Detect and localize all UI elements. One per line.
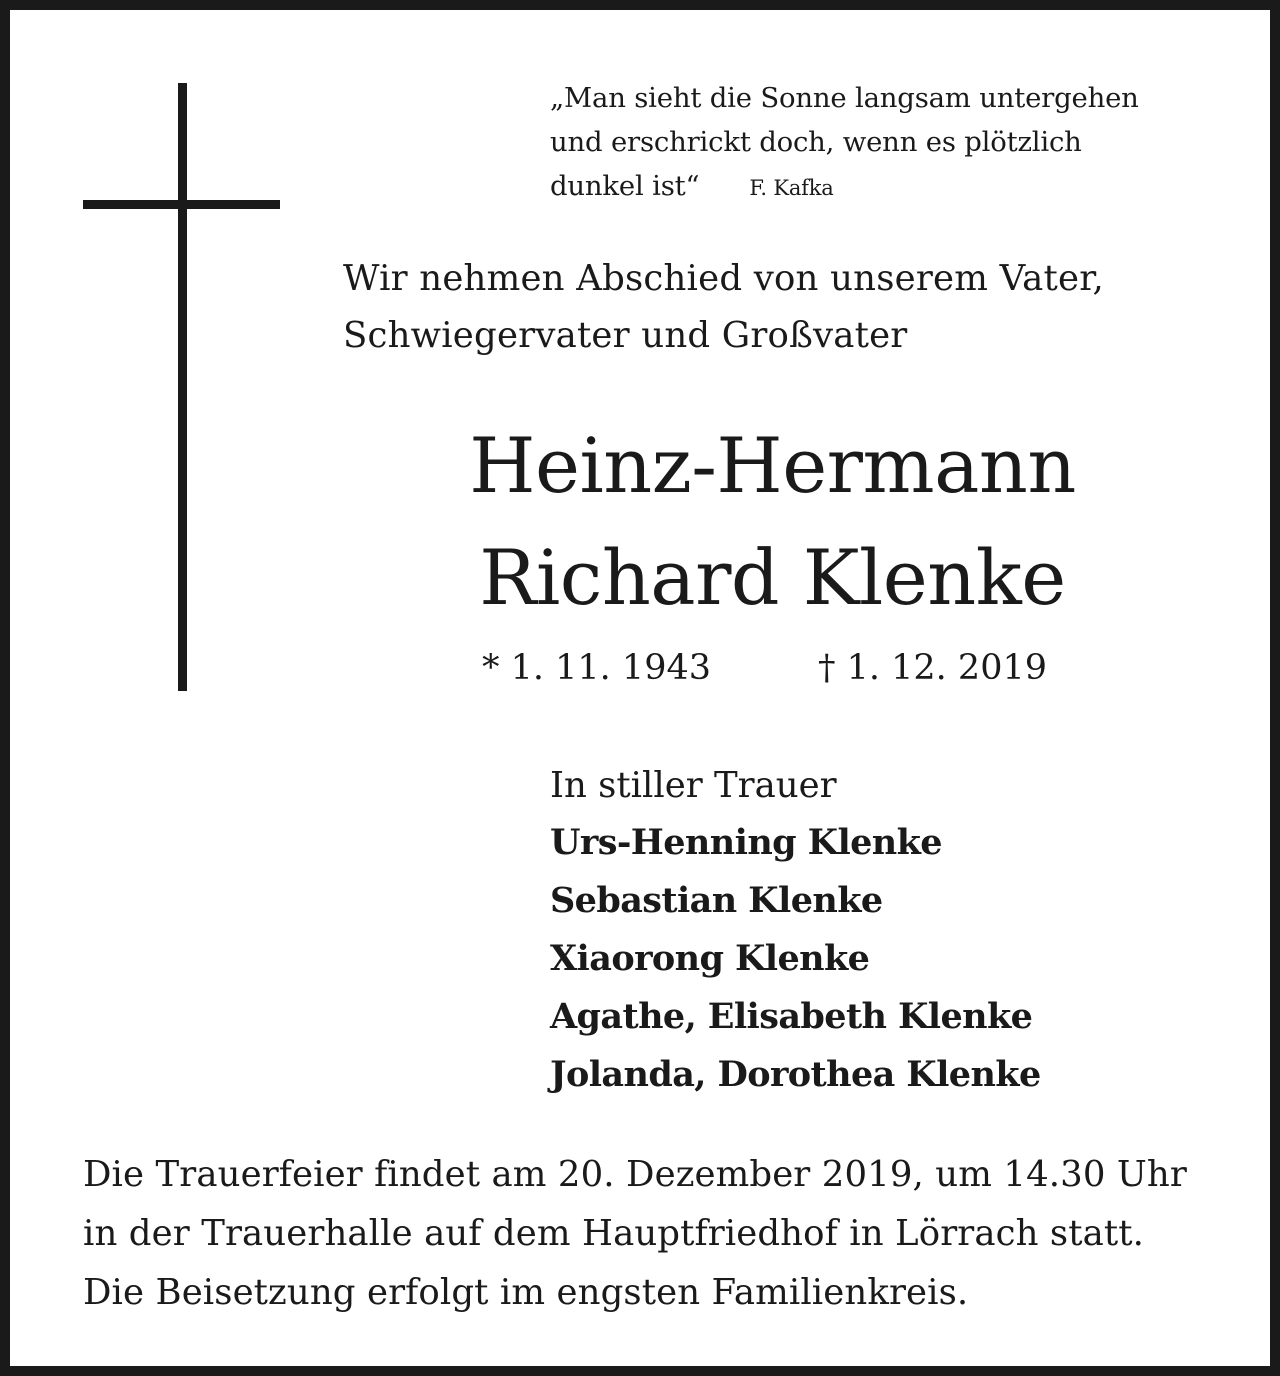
service-line: in der Trauerhalle auf dem Hauptfriedhof in Lörrach statt. [83, 1213, 1144, 1254]
farewell-intro [343, 250, 1263, 364]
quote-line: dunkel ist“ [550, 170, 700, 202]
intro-line: Schwiegervater und Großvater [343, 315, 908, 356]
birth-date: * 1. 11. 1943 [482, 648, 712, 688]
mourner-name: Sebastian Klenke [550, 880, 883, 921]
cross-horizontal-bar [83, 200, 280, 209]
service-line: Die Beisetzung erfolgt im engsten Familienkreis. [83, 1272, 969, 1313]
mourner-name: Urs-Henning Klenke [550, 822, 942, 863]
quote-line-last [550, 164, 1270, 210]
mourner-name: Agathe, Elisabeth Klenke [550, 996, 1033, 1037]
death-date: † 1. 12. 2019 [818, 648, 1048, 688]
quote-author: F. Kafka [749, 176, 834, 200]
deceased-name [350, 410, 1195, 634]
quote-line: „Man sieht die Sonne langsam untergehen [550, 82, 1139, 114]
mourner-name: Jolanda, Dorothea Klenke [550, 1054, 1041, 1095]
intro-line: Wir nehmen Abschied von unserem Vater, [343, 258, 1104, 299]
kafka-quote [550, 76, 1270, 210]
service-line: Die Trauerfeier findet am 20. Dezember 2019, um 14.30 Uhr [83, 1154, 1187, 1195]
mourners-block [550, 758, 1250, 1104]
mourners-lead: In stiller Trauer [550, 765, 837, 806]
quote-line: und erschrickt doch, wenn es plötzlich [550, 126, 1082, 158]
cross-vertical-bar [178, 83, 187, 691]
deceased-name-line: Heinz-Hermann [469, 421, 1076, 510]
deceased-name-line: Richard Klenke [479, 533, 1066, 622]
funeral-service-info [83, 1145, 1268, 1322]
mourner-name: Xiaorong Klenke [550, 938, 870, 979]
